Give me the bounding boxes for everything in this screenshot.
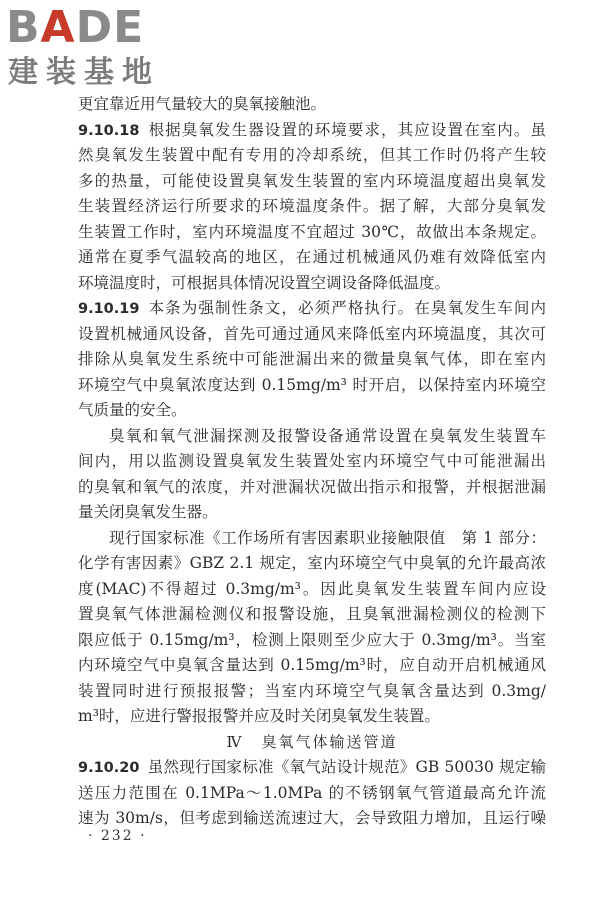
paragraph-line: 速为 30m/s，但考虑到输送流速过大，会导致阻力增加，且运行噪 <box>78 809 546 827</box>
paragraph-line: 度(MAC)不得超过 0.3mg/m³。因此臭氧发生装置车间内应设 <box>78 579 546 598</box>
paragraph-line: 设置机械通风设备，首先可通过通风来降低室内环境温度，其次可 <box>78 324 546 343</box>
paragraph-national-standard <box>78 526 546 730</box>
paragraph-line: 置臭氧气体泄漏检测仪和报警设施，且臭氧泄漏检测仪的检测下 <box>78 605 546 623</box>
paragraph-line: 现行国家标准《工作场所有害因素职业接触限值 第 1 部分： <box>109 528 546 547</box>
page-body <box>78 92 546 832</box>
paragraph-line: 排除从臭氧发生系统中可能泄漏出来的微量臭氧气体，即在室内 <box>78 350 546 368</box>
paragraph-line: 多的热量，可能使设置臭氧发生装置的室内环境温度超出臭氧发 <box>78 171 546 190</box>
paragraph-line: 然臭氧发生装置中配有专用的冷却系统，但其工作时仍将产生较 <box>78 146 546 164</box>
paragraph-line: 的臭氧和氧气的浓度，并对泄漏状况做出指示和报警，并根据泄漏 <box>78 477 546 496</box>
paragraph-line: m³时，应进行警报报警并应及时关闭臭氧发生装置。 <box>78 707 440 725</box>
clause-9-10-20 <box>78 755 546 832</box>
logo-wordmark: BADE <box>6 2 145 53</box>
paragraph-line: 化学有害因素》GBZ 2.1 规定，室内环境空气中臭氧的允许最高浓 <box>78 554 546 572</box>
bade-logo <box>6 4 176 100</box>
clause-9-10-19 <box>78 296 546 424</box>
paragraph-line: 更宜靠近用气量较大的臭氧接触池。 <box>78 95 327 113</box>
paragraph-line: 量关闭臭氧发生器。 <box>78 503 218 521</box>
paragraph-line: 限应低于 0.15mg/m³，检测上限则至少应大于 0.3mg/m³。当室 <box>78 630 546 649</box>
paragraph-line: 送压力范围在 0.1MPa～1.0MPa 的不锈钢氧气管道最高允许流 <box>78 783 546 802</box>
paragraph-line: 9.10.19 本条为强制性条文，必须严格执行。在臭氧发生车间内 <box>78 299 546 317</box>
section-heading <box>78 730 546 756</box>
paragraph-line: 生装置工作时，室内环境温度不宜超过 30℃，故做出本条规定。 <box>78 222 546 241</box>
clause-number: 9.10.20 <box>78 760 140 776</box>
paragraph-line: 内环境空气中臭氧含量达到 0.15mg/m³时，应自动开启机械通风 <box>78 656 546 674</box>
paragraph-line: 生装置经济运行所要求的环境温度条件。据了解，大部分臭氧发 <box>78 197 546 215</box>
paragraph-line: 环境温度时，可根据具体情况设置空调设备降低温度。 <box>78 273 451 292</box>
section-numeral: Ⅳ <box>226 732 244 751</box>
clause-number: 9.10.19 <box>78 301 140 317</box>
paragraph-line: 臭氧和氧气泄漏探测及报警设备通常设置在臭氧发生装置车 <box>109 426 546 445</box>
paragraph-line: 9.10.20 虽然现行国家标准《氧气站设计规范》GB 50030 规定输 <box>78 758 546 776</box>
paragraph-leak-detection <box>78 424 546 526</box>
logo-subtitle: 建装基地 <box>8 55 160 90</box>
section-title: 臭氧气体输送管道 <box>261 732 398 751</box>
paragraph-line: 环境空气中臭氧浓度达到 0.15mg/m³ 时开启，以保持室内环境空 <box>78 375 546 394</box>
page-number: · 232 · <box>88 828 147 844</box>
paragraph-line: 装置同时进行预报报警；当室内环境空气臭氧含量达到 0.3mg/ <box>78 681 546 700</box>
clause-number: 9.10.18 <box>78 122 140 139</box>
paragraph-line: 9.10.18 根据臭氧发生器设置的环境要求，其应设置在室内。虽 <box>78 120 546 139</box>
paragraph-line: 气质量的安全。 <box>78 401 187 419</box>
paragraph-line: 间内，用以监测设置臭氧发生装置处室内环境空气中可能泄漏出 <box>78 452 546 470</box>
clause-9-10-18 <box>78 118 546 297</box>
paragraph-line: 通常在夏季气温较高的地区，在通过机械通风仍难有效降低室内 <box>78 248 546 266</box>
